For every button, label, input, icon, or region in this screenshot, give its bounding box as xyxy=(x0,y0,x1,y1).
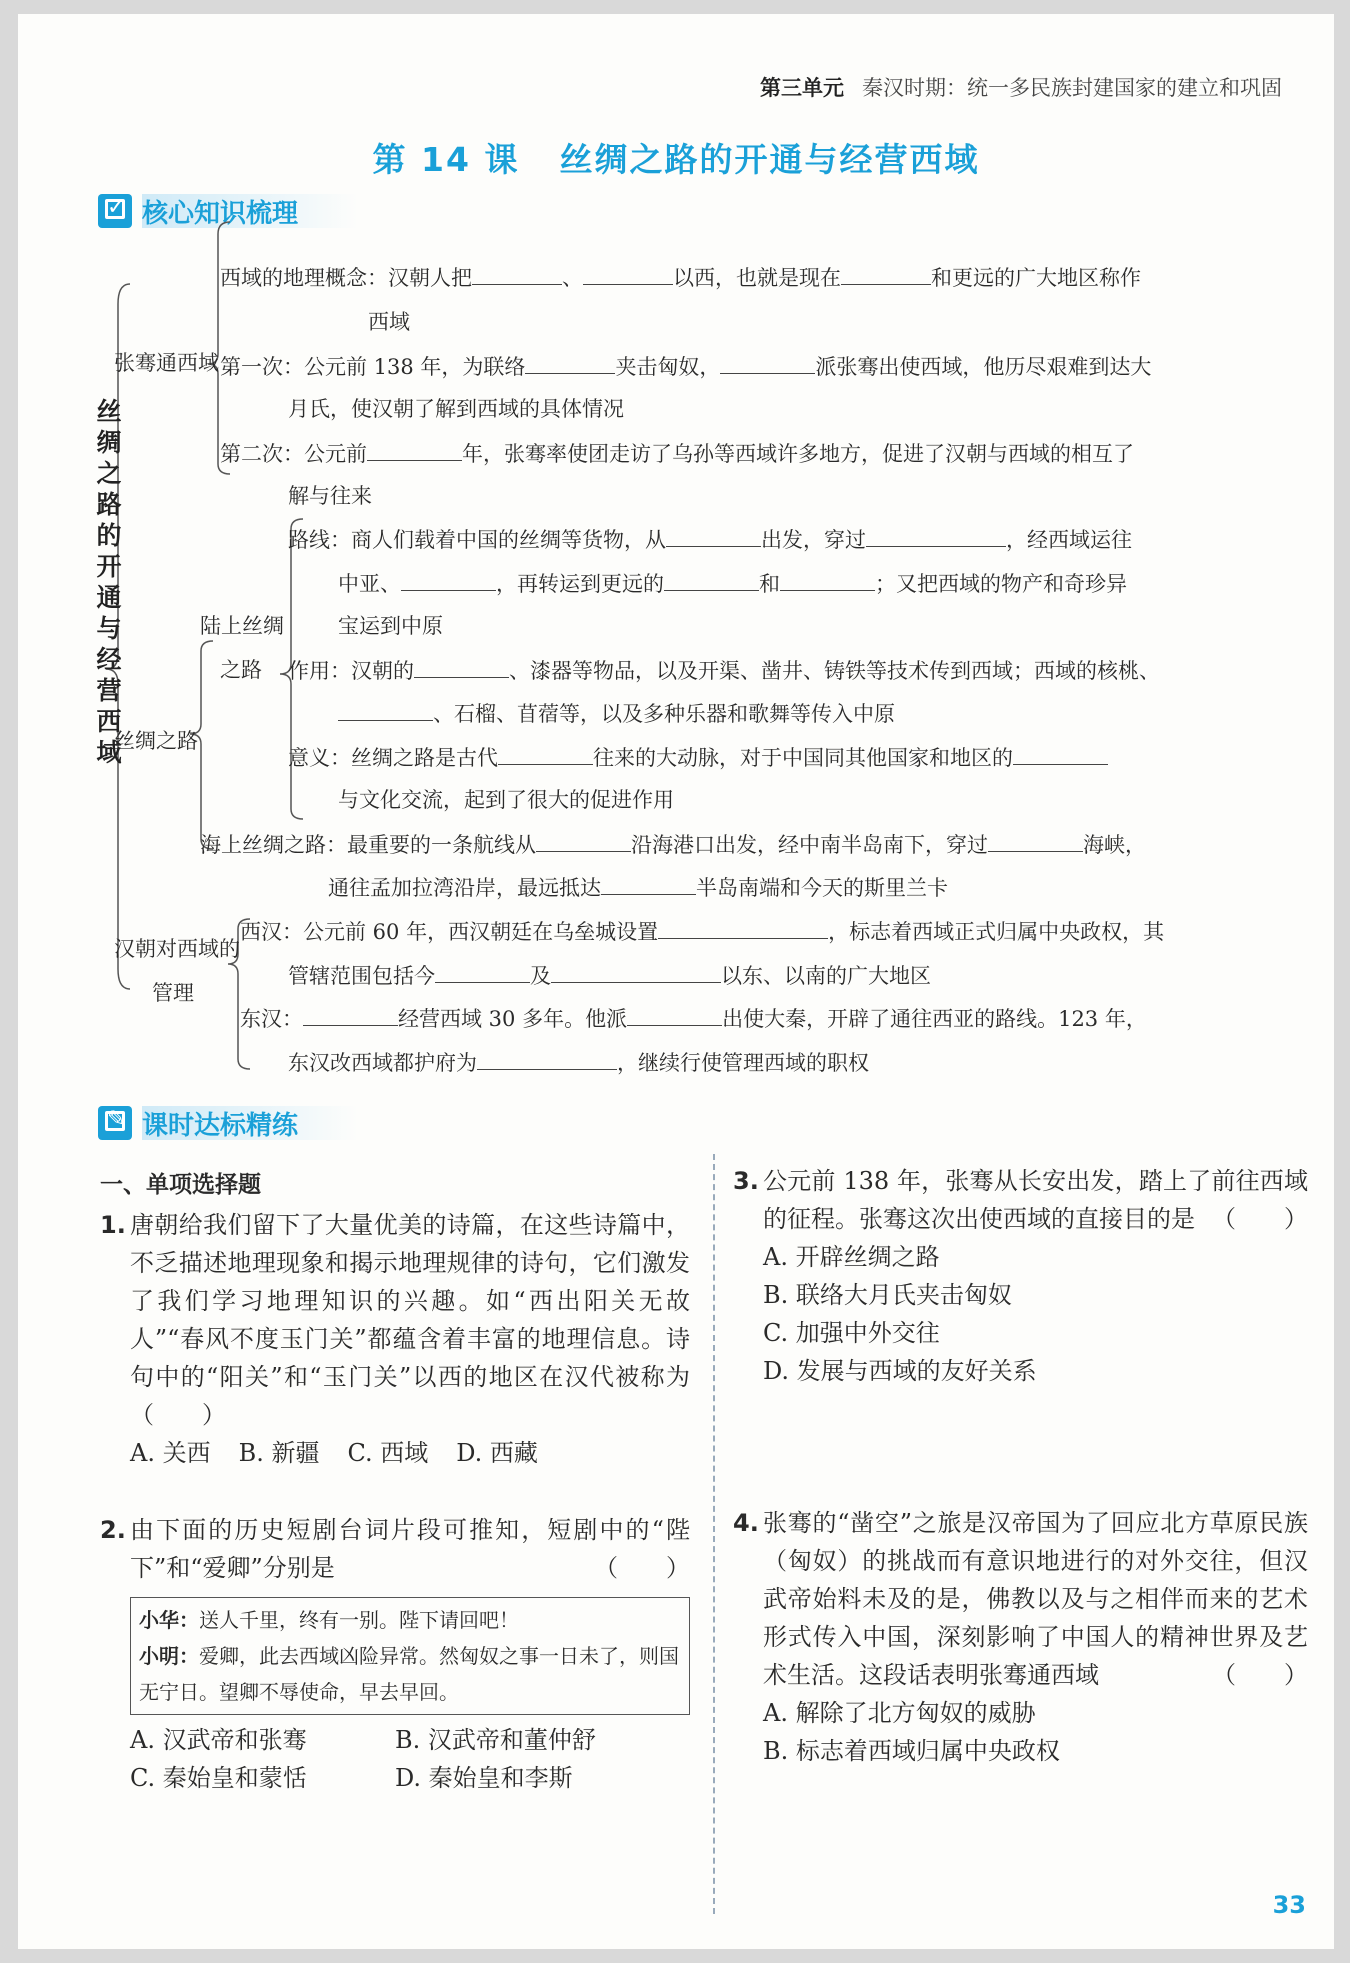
option-c[interactable]: C. 加强中外交往 xyxy=(763,1319,940,1347)
lesson-number: 第 14 课 xyxy=(372,140,520,179)
options xyxy=(733,1694,1308,1770)
blank[interactable] xyxy=(414,653,509,678)
option-b[interactable]: B. 汉武帝和董仲舒 xyxy=(395,1726,596,1754)
first-mission-cont: 月氏，使汉朝了解到西域的具体情况 xyxy=(288,397,624,421)
blank[interactable] xyxy=(866,522,1006,547)
text: 、漆器等物品，以及开渠、凿井、铸铁等技术传到西域；西域的核桃、 xyxy=(509,659,1160,683)
western-han-cont xyxy=(288,958,931,994)
text: 西汉：公元前 60 年，西汉朝廷在乌垒城设置 xyxy=(240,920,659,944)
column-divider xyxy=(713,1154,715,1914)
blank[interactable] xyxy=(551,958,721,983)
blank[interactable] xyxy=(498,740,593,765)
branch-silk-road: 丝绸之路 xyxy=(114,729,198,753)
page-number: 33 xyxy=(1272,1891,1306,1919)
option-c[interactable]: C. 秦始皇和蒙恬 xyxy=(130,1764,307,1792)
text: 、石榴、苜蓿等，以及多种乐器和歌舞等传入中原 xyxy=(433,702,895,726)
text: 出使大秦，开辟了通往西亚的路线。123 年， xyxy=(722,1007,1147,1031)
option-a[interactable]: A. 关西 xyxy=(130,1439,211,1467)
section-title: 课时达标精练 xyxy=(142,1110,299,1141)
text: 作用：汉朝的 xyxy=(288,659,414,683)
question-text: 唐朝给我们留下了大量优美的诗篇，在这些诗篇中，不乏描述地理现象和揭示地理规律的诗句，它们激发了我们学习地理知识的兴趣。如“西出阳关无故人”“春风不度玉门关”都蕴含着丰富的地理信息。诗句中的“阳关”和“玉门关”以西的地区在汉代被称为（ ） xyxy=(130,1211,690,1429)
question-text: 张骞的“凿空”之旅是汉帝国为了回应北方草原民族（匈奴）的挑战而有意识地进行的对外交往，但汉武帝始料未及的是，佛教以及与之相伴而来的艺术形式传入中国，深刻影响了中国人的精神世界及艺术生活。这段话表明张骞通西域 xyxy=(763,1509,1308,1689)
section-practice xyxy=(98,1106,358,1140)
mindmap-root: 丝绸之路的开通与经营西域 xyxy=(96,397,122,767)
blank[interactable] xyxy=(477,1045,617,1070)
geo-concept-cont: 西域 xyxy=(368,310,410,334)
blank[interactable] xyxy=(303,1001,398,1026)
text: 半岛南端和今天的斯里兰卡 xyxy=(696,876,948,900)
section-title: 核心知识梳理 xyxy=(142,198,299,229)
text: 和更远的广大地区称作 xyxy=(931,266,1141,290)
part-title: 一、单项选择题 xyxy=(100,1172,261,1198)
text: 东汉改西域都护府为 xyxy=(288,1051,477,1075)
text: ；又把西域的物产和奇珍异 xyxy=(875,572,1127,596)
text: 年，张骞率使团走访了乌孙等西域许多地方，促进了汉朝与西域的相互了 xyxy=(462,442,1134,466)
question-body xyxy=(763,1162,1308,1238)
blank[interactable] xyxy=(988,827,1083,852)
blank[interactable] xyxy=(583,260,673,285)
question-body xyxy=(763,1504,1308,1694)
eastern-han-cont xyxy=(288,1045,869,1081)
text: 第一次：公元前 138 年，为联络 xyxy=(220,355,526,379)
dialog-line-2 xyxy=(139,1638,681,1710)
answer-paren[interactable]: （ ） xyxy=(594,1554,690,1582)
unit-title: 秦汉时期：统一多民族封建国家的建立和巩固 xyxy=(862,76,1282,100)
significance-cont: 与文化交流，起到了很大的促进作用 xyxy=(338,788,674,812)
text: ，继续行使管理西域的职权 xyxy=(617,1051,869,1075)
blank[interactable] xyxy=(666,522,761,547)
route-cont xyxy=(338,566,1127,602)
question-text: 由下面的历史短剧台词片段可推知，短剧中的“陛下”和“爱卿”分别是 xyxy=(130,1516,690,1582)
blank[interactable] xyxy=(536,827,631,852)
land-silk-road-label-2: 之路 xyxy=(220,658,262,682)
option-c[interactable]: C. 西域 xyxy=(347,1439,429,1467)
text: 派张骞出使西域，他历尽艰难到达大 xyxy=(815,355,1152,379)
blank[interactable] xyxy=(720,349,815,374)
blank[interactable] xyxy=(627,1001,722,1026)
sea-route-line xyxy=(200,827,1146,863)
geo-concept-line xyxy=(220,260,1141,296)
blank[interactable] xyxy=(601,870,696,895)
option-a[interactable]: A. 汉武帝和张骞 xyxy=(130,1726,307,1754)
text: 往来的大动脉，对于中国同其他国家和地区的 xyxy=(593,746,1013,770)
pencil-icon xyxy=(98,1106,132,1140)
significance-line xyxy=(288,740,1108,776)
text: 出发，穿过 xyxy=(761,528,866,552)
blank[interactable] xyxy=(472,260,562,285)
text: ，标志着西域正式归属中央政权，其 xyxy=(828,920,1165,944)
text: 经营西域 30 多年。他派 xyxy=(398,1007,628,1031)
question-number: 2. xyxy=(100,1516,126,1544)
text: 路线：商人们载着中国的丝绸等货物，从 xyxy=(288,528,666,552)
text: 海峡， xyxy=(1083,833,1146,857)
option-a[interactable]: A. 解除了北方匈奴的威胁 xyxy=(763,1699,1036,1727)
western-han-line xyxy=(240,914,1164,950)
blank[interactable] xyxy=(401,566,496,591)
text: 夹击匈奴， xyxy=(615,355,721,379)
eastern-han-line xyxy=(240,1001,1147,1037)
option-b[interactable]: B. 联络大月氏夹击匈奴 xyxy=(763,1281,1012,1309)
text: 管辖范围包括今 xyxy=(288,964,435,988)
text: 海上丝绸之路：最重要的一条航线从 xyxy=(200,833,536,857)
question-text: 公元前 138 年，张骞从长安出发，踏上了前往西域的征程。张骞这次出使西域的直接目的是 xyxy=(763,1167,1308,1233)
land-silk-road-label: 陆上丝绸 xyxy=(200,614,284,638)
route-line xyxy=(288,522,1132,558)
route-cont-2: 宝运到中原 xyxy=(338,614,443,638)
question-number: 1. xyxy=(100,1211,126,1239)
blank[interactable] xyxy=(338,696,433,721)
blank[interactable] xyxy=(1013,740,1108,765)
text: 第二次：公元前 xyxy=(220,442,367,466)
answer-paren[interactable]: （ ） xyxy=(1212,1205,1308,1233)
option-d[interactable]: D. 发展与西域的友好关系 xyxy=(763,1357,1037,1385)
page xyxy=(18,14,1334,1949)
branch-administration-2: 管理 xyxy=(152,981,194,1005)
effect-cont xyxy=(338,696,895,732)
branch-administration: 汉朝对西域的 xyxy=(114,937,240,961)
blank[interactable] xyxy=(525,349,615,374)
option-d[interactable]: D. 秦始皇和李斯 xyxy=(395,1764,573,1792)
question-4 xyxy=(733,1504,1308,1770)
text: 及 xyxy=(530,964,551,988)
question-number: 4. xyxy=(733,1509,759,1537)
question-body xyxy=(130,1511,690,1587)
question-1 xyxy=(100,1206,690,1472)
option-a[interactable]: A. 开辟丝绸之路 xyxy=(763,1243,940,1271)
options xyxy=(733,1238,1308,1390)
option-b[interactable]: B. 新疆 xyxy=(238,1439,320,1467)
text: 意义：丝绸之路是古代 xyxy=(288,746,498,770)
speaker: 小明： xyxy=(139,1644,199,1668)
second-mission-cont: 解与往来 xyxy=(288,484,372,508)
option-b[interactable]: B. 标志着西域归属中央政权 xyxy=(763,1737,1060,1765)
blank[interactable] xyxy=(435,958,530,983)
branch-zhangqian: 张骞通西域 xyxy=(114,351,219,375)
text: 和 xyxy=(759,572,780,596)
options xyxy=(100,1434,690,1472)
text: 以西，也就是现在 xyxy=(673,266,841,290)
unit-label: 第三单元 xyxy=(760,76,844,100)
text: 、 xyxy=(562,266,583,290)
speaker: 小华： xyxy=(139,1608,199,1632)
line: 爱卿，此去西域凶险异常。然匈奴之事一日未了，则国无宁日。望卿不辱使命，早去早回。 xyxy=(139,1644,679,1704)
line: 送人千里，终有一别。陛下请回吧！ xyxy=(199,1608,519,1632)
dialog-line-1 xyxy=(139,1602,681,1638)
question-number: 3. xyxy=(733,1167,759,1195)
blank[interactable] xyxy=(658,914,828,939)
options xyxy=(100,1721,690,1797)
answer-paren[interactable]: （ ） xyxy=(1212,1661,1308,1689)
text: ，经西域运往 xyxy=(1006,528,1132,552)
blank[interactable] xyxy=(841,260,931,285)
option-d[interactable]: D. 西藏 xyxy=(456,1439,538,1467)
second-mission-line xyxy=(220,436,1134,472)
text: 通往孟加拉湾沿岸，最远抵达 xyxy=(328,876,601,900)
first-mission-line xyxy=(220,349,1151,385)
text: ，再转运到更远的 xyxy=(496,572,664,596)
question-3 xyxy=(733,1162,1308,1390)
blank[interactable] xyxy=(367,436,462,461)
dialog-box xyxy=(130,1597,690,1715)
sea-route-cont xyxy=(328,870,948,906)
effect-line xyxy=(288,653,1160,689)
blank[interactable] xyxy=(780,566,875,591)
text: 以东、以南的广大地区 xyxy=(721,964,931,988)
text: 东汉： xyxy=(240,1007,303,1031)
text: 中亚、 xyxy=(338,572,401,596)
text: 沿海港口出发，经中南半岛南下，穿过 xyxy=(631,833,988,857)
text: 西域的地理概念：汉朝人把 xyxy=(220,266,472,290)
blank[interactable] xyxy=(664,566,759,591)
question-2 xyxy=(100,1511,690,1797)
lesson-name: 丝绸之路的开通与经营西域 xyxy=(559,140,980,179)
